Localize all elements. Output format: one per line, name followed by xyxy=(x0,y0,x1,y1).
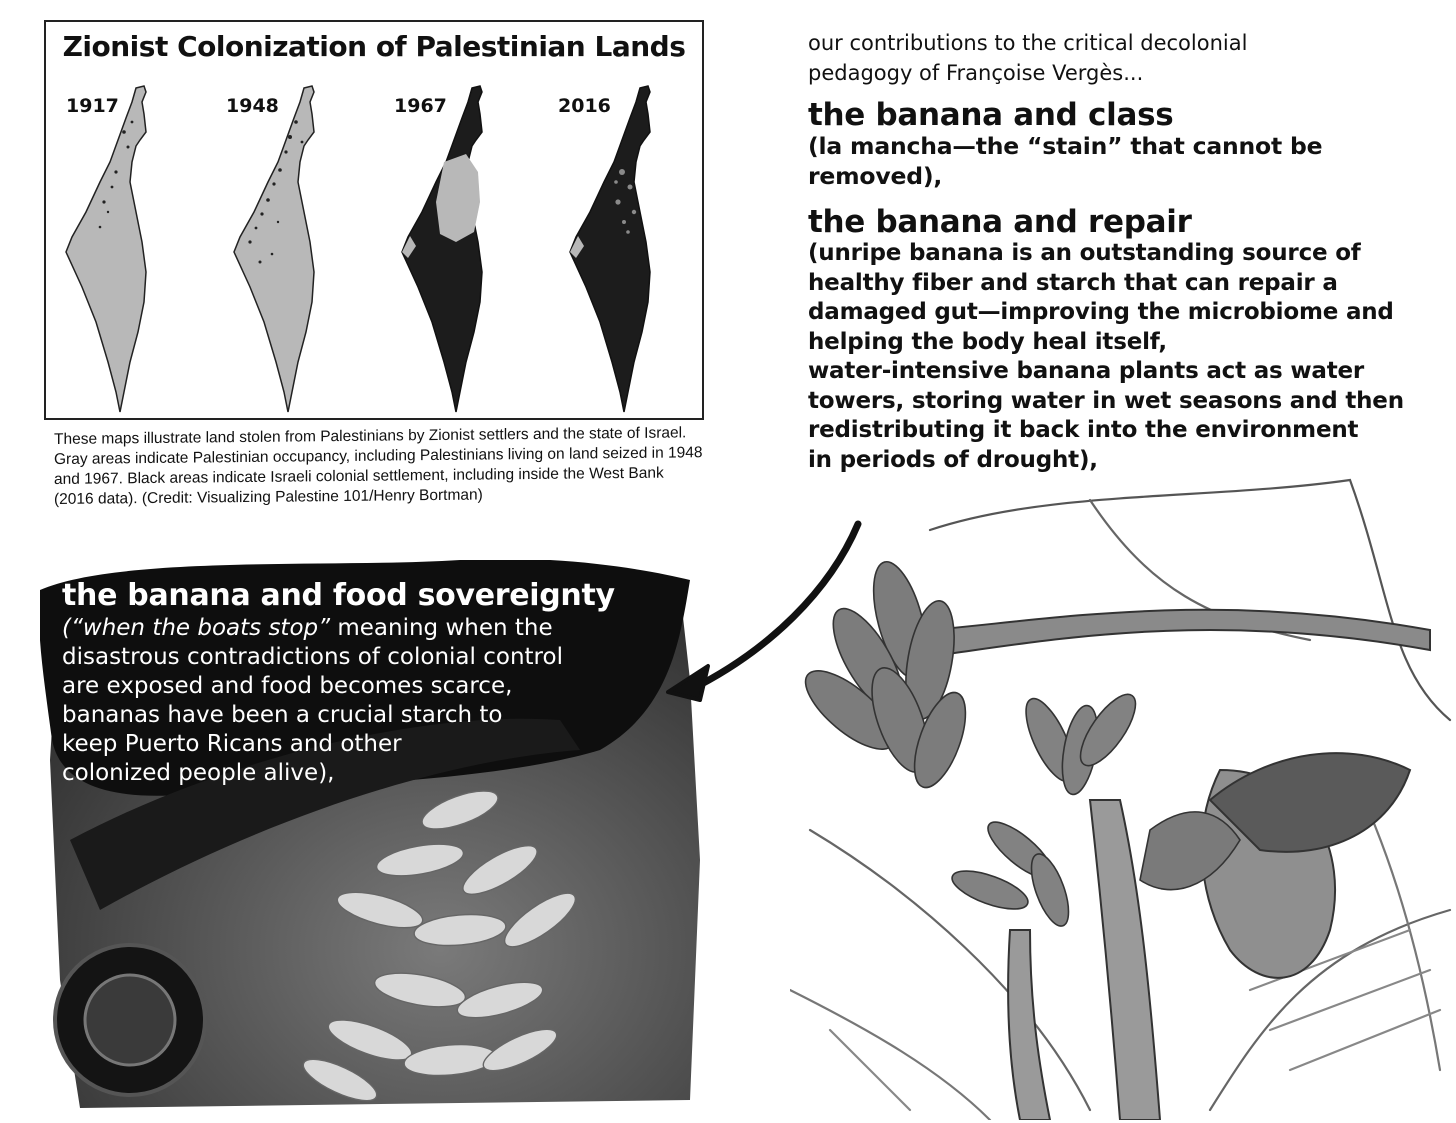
banana-plant-illustration xyxy=(790,470,1456,1120)
maps-graphic xyxy=(46,22,702,418)
repair-body-line: towers, storing water in wet seasons and then xyxy=(808,387,1404,414)
food-heading: the banana and food sovereignty xyxy=(62,578,615,613)
repair-body-line: water-intensive banana plants act as water xyxy=(808,358,1365,384)
repair-body-line: damaged gut—improving the microbiome and xyxy=(808,299,1394,325)
year-label-1967: 1967 xyxy=(394,95,447,117)
repair-body-line: helping the body heal itself, xyxy=(808,328,1167,355)
class-heading: the banana and class xyxy=(808,97,1174,133)
food-body-line-1: meaning when the xyxy=(330,615,553,641)
food-body-line: colonized people alive), xyxy=(62,760,335,786)
intro-line-1: our contributions to the critical decolonial xyxy=(808,31,1248,55)
intro-line-2: pedagogy of Françoise Vergès... xyxy=(808,61,1144,85)
food-body-line: keep Puerto Ricans and other xyxy=(62,731,402,757)
repair-body-line: healthy fiber and starch that can repair a xyxy=(808,269,1338,296)
repair-heading: the banana and repair xyxy=(808,204,1192,240)
repair-body-line: in periods of drought), xyxy=(808,446,1098,473)
food-body-line: are exposed and food becomes scarce, xyxy=(62,673,513,699)
food-quote: (“when the boats stop” xyxy=(62,615,331,641)
repair-section xyxy=(808,205,1453,475)
map-panel xyxy=(44,20,704,420)
class-section xyxy=(808,98,1448,191)
map-1948 xyxy=(234,86,314,412)
repair-body-line: (unripe banana is an outstanding source of xyxy=(808,240,1361,266)
repair-body-line: redistributing it back into the environment xyxy=(808,417,1359,443)
food-body-line: disastrous contradictions of colonial control xyxy=(62,644,563,670)
food-sovereignty-section xyxy=(62,578,682,788)
food-body-line xyxy=(62,614,682,643)
class-body: (la mancha—the “stain” that cannot be removed), xyxy=(808,132,1323,190)
food-body-line: bananas have been a crucial starch to xyxy=(62,702,503,728)
year-label-2016: 2016 xyxy=(558,95,611,117)
map-1917 xyxy=(66,86,146,412)
map-1967 xyxy=(402,86,482,412)
map-caption: These maps illustrate land stolen from Palestinians by Zionist settlers and the state of Israel. Gray areas indicate Palestinian occupancy, including Palestinians living on land seized in 1948 and 1967. Black areas indicate Israeli colonial settlement, including inside the West Bank (2016 data). (Credit: Visualizing Palestine 101/Henry Bortman) xyxy=(54,424,703,508)
intro-text xyxy=(808,28,1408,88)
map-title: Zionist Colonization of Palestinian Lands xyxy=(62,30,686,63)
year-label-1948: 1948 xyxy=(226,95,279,117)
year-label-1917: 1917 xyxy=(66,95,119,117)
map-2016 xyxy=(570,86,650,412)
